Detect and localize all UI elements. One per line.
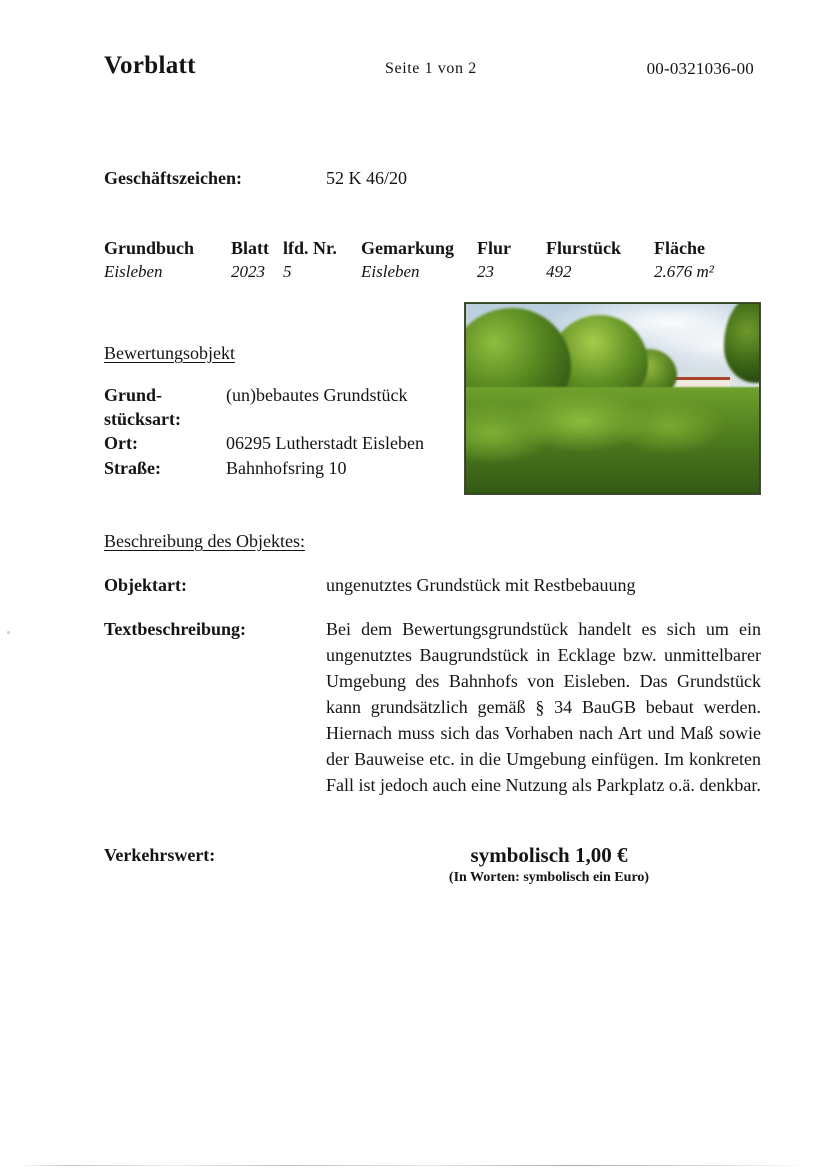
land-register-table — [104, 238, 764, 282]
field-row-ort — [104, 431, 504, 456]
cell-flaeche: 2.676 m² — [654, 262, 714, 281]
field-value-objektart: ungenutztes Grundstück mit Restbebauung — [326, 575, 636, 595]
cell-flur: 23 — [477, 262, 494, 281]
field-label-grundstuecksart-line2: stücksart: — [104, 409, 181, 429]
field-row-grundstuecksart — [104, 383, 504, 431]
cell-gemarkung: Eisleben — [361, 262, 420, 281]
object-field-list — [104, 383, 504, 481]
document-number: 00-0321036-00 — [646, 59, 754, 78]
valuation-label: Verkehrswert: — [104, 845, 216, 865]
field-label-strasse: Straße: — [104, 458, 161, 478]
table-header-row — [104, 238, 764, 262]
valuation-in-words: (In Worten: symbolisch ein Euro) — [448, 870, 650, 885]
property-photo-image — [466, 304, 759, 493]
field-value-grundstuecksart: (un)bebautes Grundstück — [226, 385, 408, 405]
cell-flurstueck: 492 — [546, 262, 572, 281]
field-label-textbeschreibung: Textbeschreibung: — [104, 619, 247, 639]
field-label-ort: Ort: — [104, 433, 138, 453]
field-label-objektart: Objektart: — [104, 575, 187, 595]
photo-undergrowth — [466, 387, 759, 493]
page-title: Vorblatt — [104, 52, 196, 79]
cell-grundbuch: Eisleben — [104, 262, 163, 281]
field-row-strasse — [104, 456, 504, 481]
cell-blatt: 2023 — [231, 262, 265, 281]
case-reference-value: 52 K 46/20 — [326, 168, 407, 188]
valuation-amount: symbolisch 1,00 € — [470, 843, 628, 867]
column-header-flurstueck: Flurstück — [546, 238, 622, 258]
field-label-grundstuecksart-line1: Grund- — [104, 385, 163, 405]
column-header-blatt: Blatt — [231, 238, 269, 258]
column-header-flur: Flur — [477, 238, 511, 258]
case-reference-label: Geschäftszeichen: — [104, 168, 242, 188]
page-header — [104, 52, 754, 86]
field-row-textbeschreibung — [104, 616, 764, 816]
scan-artifact-speck — [7, 631, 10, 634]
heading-bewertungsobjekt: Bewertungsobjekt — [104, 343, 235, 363]
column-header-gemarkung: Gemarkung — [361, 238, 455, 258]
valuation-block — [104, 845, 764, 895]
field-value-textbeschreibung: Bei dem Bewertungsgrundstück handelt es sich um ein ungenutztes Baugrundstück in Ecklage bzw. unmittelbarer Umgebung des Bahnhofs von Eisleben. Das Grundstück kann grundsätzlich gemäß § 34 BauGB bebaut werden. Hiernach muss sich das Vorhaben nach Art und Maß sowie der Bauweise etc. in die Umgebung einfügen. Im konkreten Fall ist jedoch auch eine Nutzung als Parkplatz o.ä. denkbar. — [326, 619, 761, 795]
field-row-objektart — [104, 572, 764, 616]
description-field-list — [104, 572, 764, 816]
field-label-grundstuecksart — [104, 383, 181, 431]
column-header-flaeche: Fläche — [654, 238, 705, 258]
column-header-lfd-nr: lfd. Nr. — [283, 238, 337, 258]
page-indicator: Seite 1 von 2 — [385, 60, 477, 77]
field-value-strasse: Bahnhofsring 10 — [226, 458, 347, 478]
case-reference-row — [104, 168, 704, 194]
property-photo — [464, 302, 761, 495]
table-row — [104, 262, 764, 282]
cell-lfd-nr: 5 — [283, 262, 292, 281]
column-header-grundbuch: Grundbuch — [104, 238, 195, 258]
scan-artifact-line — [18, 1165, 812, 1166]
field-value-ort: 06295 Lutherstadt Eisleben — [226, 433, 424, 453]
heading-beschreibung-des-objektes: Beschreibung des Objektes: — [104, 531, 305, 551]
